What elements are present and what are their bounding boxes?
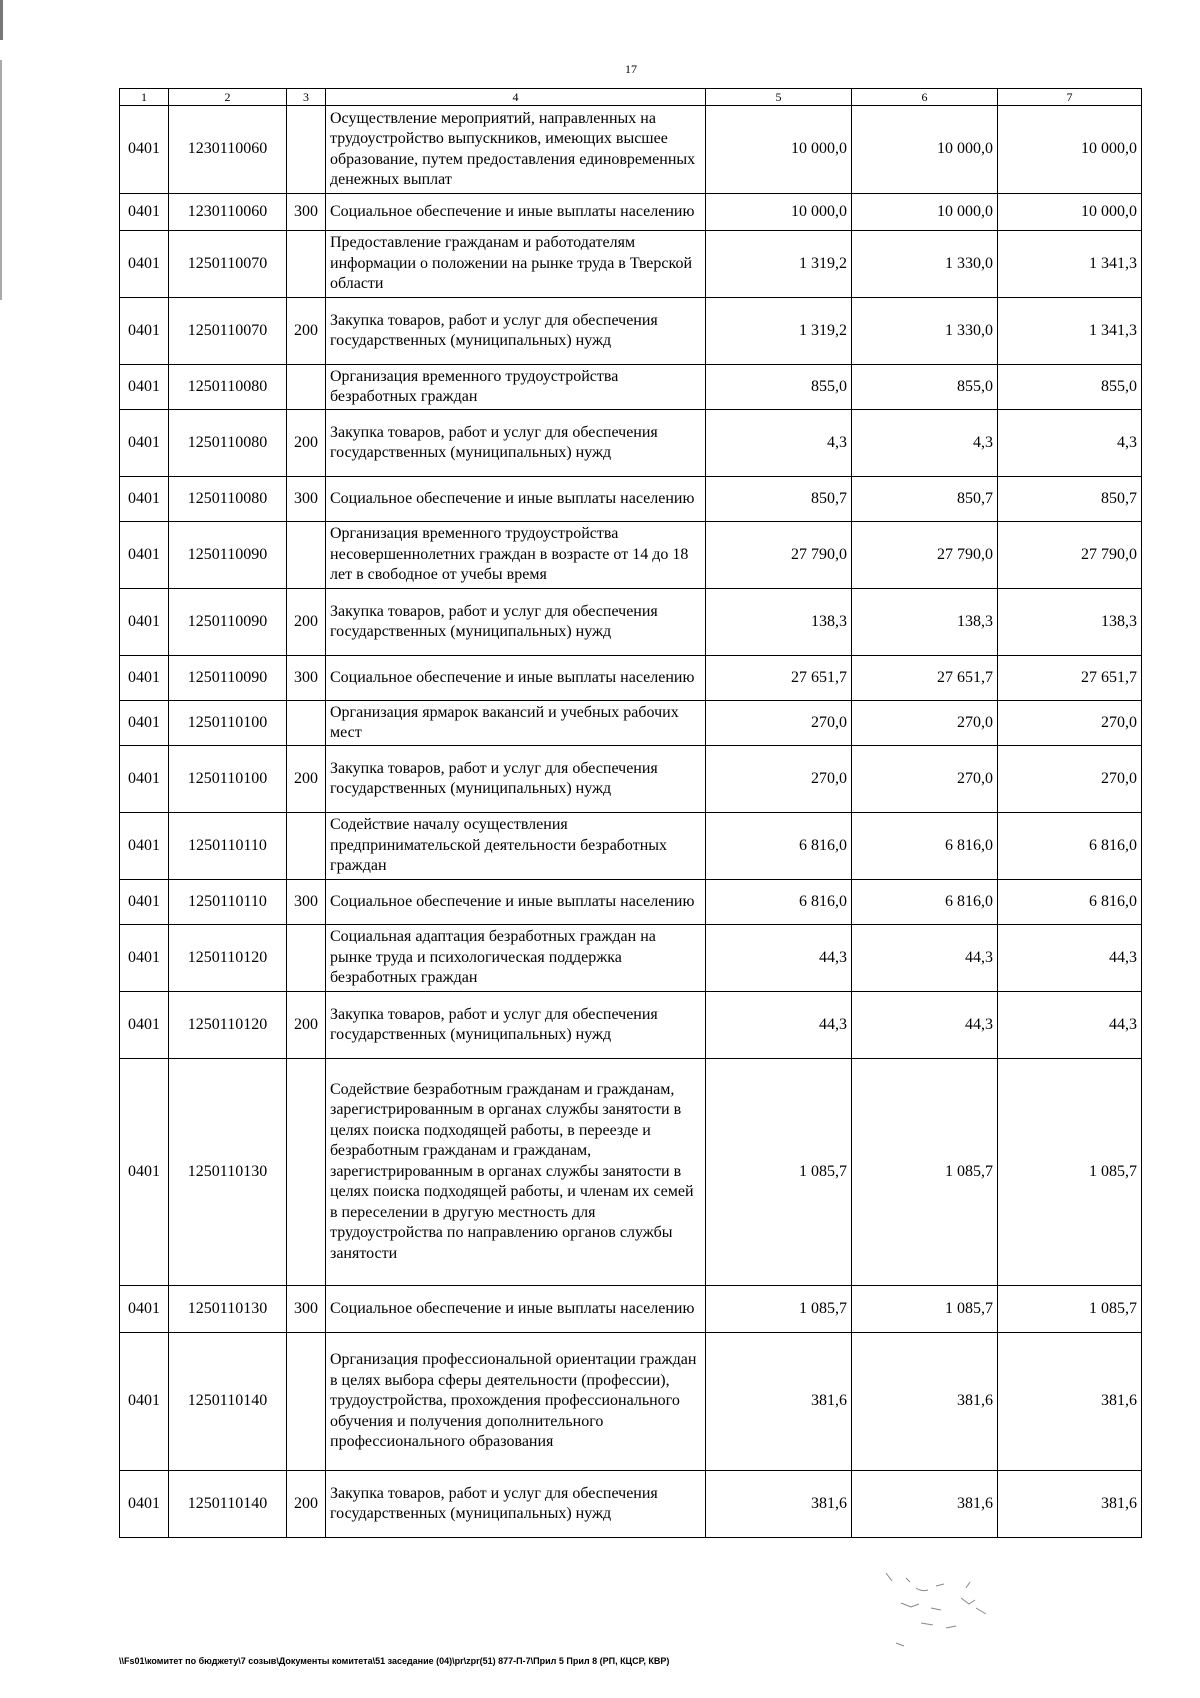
target-article-cell: 1250110080 <box>169 365 287 410</box>
expense-type-cell: 200 <box>287 992 326 1059</box>
amount-col6-cell: 27 790,0 <box>852 522 998 589</box>
item-name-cell: Закупка товаров, работ и услуг для обеспечения государственных (муниципальных) нужд <box>326 1471 706 1538</box>
target-article-cell: 1230110060 <box>169 106 287 194</box>
item-name-cell: Содействие безработным гражданам и гражданам, зарегистрированным в органах службы занятости в целях поиска подходящей работы, в переезде и безработным гражданам и гражданам, зарегистрированным в органах службы занятости в целях поиска подходящей работы, и членам их семей в переселении в другую местность для трудоустройства по направлению органов службы занятости <box>326 1059 706 1286</box>
target-article-cell: 1250110090 <box>169 589 287 656</box>
amount-col7-cell: 6 816,0 <box>998 813 1142 880</box>
amount-col5-cell: 10 000,0 <box>706 194 852 231</box>
pencil-scribble <box>876 1568 1096 1678</box>
item-name-cell: Организация временного трудоустройства безработных граждан <box>326 365 706 410</box>
amount-col5-cell: 44,3 <box>706 925 852 992</box>
expense-type-cell: 300 <box>287 477 326 522</box>
section-code-cell: 0401 <box>120 194 169 231</box>
header-cell: 4 <box>326 89 706 106</box>
header-cell: 5 <box>706 89 852 106</box>
amount-col7-cell: 1 341,3 <box>998 298 1142 365</box>
amount-col5-cell: 270,0 <box>706 746 852 813</box>
amount-col5-cell: 6 816,0 <box>706 880 852 925</box>
amount-col7-cell: 270,0 <box>998 746 1142 813</box>
scan-margin-mark <box>0 60 2 300</box>
amount-col6-cell: 10 000,0 <box>852 106 998 194</box>
item-name-cell: Закупка товаров, работ и услуг для обеспечения государственных (муниципальных) нужд <box>326 298 706 365</box>
amount-col6-cell: 381,6 <box>852 1471 998 1538</box>
scan-margin-mark <box>0 0 3 40</box>
table-row <box>120 231 1142 298</box>
amount-col5-cell: 1 085,7 <box>706 1286 852 1333</box>
table-row <box>120 522 1142 589</box>
expense-type-cell <box>287 813 326 880</box>
amount-col6-cell: 6 816,0 <box>852 813 998 880</box>
amount-col6-cell: 270,0 <box>852 746 998 813</box>
amount-col6-cell: 855,0 <box>852 365 998 410</box>
section-code-cell: 0401 <box>120 992 169 1059</box>
amount-col6-cell: 1 330,0 <box>852 231 998 298</box>
table-row <box>120 1333 1142 1471</box>
expense-type-cell: 200 <box>287 1471 326 1538</box>
amount-col6-cell: 1 085,7 <box>852 1059 998 1286</box>
item-name-cell: Предоставление гражданам и работодателям информации о положении на рынке труда в Тверской области <box>326 231 706 298</box>
target-article-cell: 1250110070 <box>169 231 287 298</box>
amount-col5-cell: 138,3 <box>706 589 852 656</box>
header-cell: 2 <box>169 89 287 106</box>
item-name-cell: Содействие началу осуществления предпринимательской деятельности безработных граждан <box>326 813 706 880</box>
table-row <box>120 589 1142 656</box>
section-code-cell: 0401 <box>120 410 169 477</box>
item-name-cell: Закупка товаров, работ и услуг для обеспечения государственных (муниципальных) нужд <box>326 589 706 656</box>
amount-col6-cell: 1 085,7 <box>852 1286 998 1333</box>
table-row <box>120 194 1142 231</box>
amount-col6-cell: 27 651,7 <box>852 656 998 701</box>
amount-col7-cell: 10 000,0 <box>998 106 1142 194</box>
expense-type-cell: 300 <box>287 194 326 231</box>
target-article-cell: 1250110140 <box>169 1471 287 1538</box>
target-article-cell: 1250110130 <box>169 1059 287 1286</box>
amount-col6-cell: 10 000,0 <box>852 194 998 231</box>
amount-col6-cell: 850,7 <box>852 477 998 522</box>
amount-col7-cell: 850,7 <box>998 477 1142 522</box>
expense-type-cell <box>287 231 326 298</box>
table-row <box>120 656 1142 701</box>
amount-col5-cell: 850,7 <box>706 477 852 522</box>
expense-type-cell <box>287 925 326 992</box>
expense-type-cell: 300 <box>287 1286 326 1333</box>
table-row <box>120 1286 1142 1333</box>
expense-type-cell: 300 <box>287 656 326 701</box>
target-article-cell: 1250110070 <box>169 298 287 365</box>
expense-type-cell <box>287 365 326 410</box>
amount-col6-cell: 381,6 <box>852 1333 998 1471</box>
target-article-cell: 1250110090 <box>169 656 287 701</box>
amount-col7-cell: 381,6 <box>998 1471 1142 1538</box>
amount-col7-cell: 855,0 <box>998 365 1142 410</box>
table-row <box>120 477 1142 522</box>
amount-col7-cell: 1 085,7 <box>998 1059 1142 1286</box>
table-row <box>120 298 1142 365</box>
target-article-cell: 1250110100 <box>169 701 287 746</box>
section-code-cell: 0401 <box>120 656 169 701</box>
item-name-cell: Социальное обеспечение и иные выплаты населению <box>326 880 706 925</box>
header-cell: 1 <box>120 89 169 106</box>
target-article-cell: 1250110120 <box>169 992 287 1059</box>
item-name-cell: Социальное обеспечение и иные выплаты населению <box>326 656 706 701</box>
section-code-cell: 0401 <box>120 298 169 365</box>
amount-col5-cell: 1 319,2 <box>706 298 852 365</box>
page-number: 17 <box>625 62 637 76</box>
expense-type-cell: 200 <box>287 746 326 813</box>
item-name-cell: Закупка товаров, работ и услуг для обеспечения государственных (муниципальных) нужд <box>326 746 706 813</box>
section-code-cell: 0401 <box>120 813 169 880</box>
table-row <box>120 365 1142 410</box>
budget-table <box>119 88 1142 1538</box>
amount-col7-cell: 44,3 <box>998 992 1142 1059</box>
target-article-cell: 1250110140 <box>169 1333 287 1471</box>
amount-col5-cell: 27 651,7 <box>706 656 852 701</box>
table-row <box>120 992 1142 1059</box>
section-code-cell: 0401 <box>120 522 169 589</box>
item-name-cell: Закупка товаров, работ и услуг для обеспечения государственных (муниципальных) нужд <box>326 410 706 477</box>
section-code-cell: 0401 <box>120 925 169 992</box>
amount-col5-cell: 4,3 <box>706 410 852 477</box>
amount-col5-cell: 855,0 <box>706 365 852 410</box>
header-row <box>120 89 1142 106</box>
amount-col5-cell: 10 000,0 <box>706 106 852 194</box>
amount-col5-cell: 1 319,2 <box>706 231 852 298</box>
section-code-cell: 0401 <box>120 880 169 925</box>
expense-type-cell <box>287 701 326 746</box>
section-code-cell: 0401 <box>120 701 169 746</box>
target-article-cell: 1250110120 <box>169 925 287 992</box>
amount-col6-cell: 44,3 <box>852 992 998 1059</box>
target-article-cell: 1250110100 <box>169 746 287 813</box>
expense-type-cell <box>287 522 326 589</box>
table-row <box>120 813 1142 880</box>
table-row <box>120 410 1142 477</box>
amount-col7-cell: 27 651,7 <box>998 656 1142 701</box>
amount-col5-cell: 381,6 <box>706 1333 852 1471</box>
section-code-cell: 0401 <box>120 365 169 410</box>
section-code-cell: 0401 <box>120 1471 169 1538</box>
table-row <box>120 880 1142 925</box>
amount-col6-cell: 44,3 <box>852 925 998 992</box>
amount-col6-cell: 270,0 <box>852 701 998 746</box>
amount-col5-cell: 1 085,7 <box>706 1059 852 1286</box>
item-name-cell: Организация профессиональной ориентации граждан в целях выбора сферы деятельности (профессии), трудоустройства, прохождения профессионального обучения и получения дополнительного профессионального образования <box>326 1333 706 1471</box>
amount-col7-cell: 4,3 <box>998 410 1142 477</box>
target-article-cell: 1250110090 <box>169 522 287 589</box>
amount-col7-cell: 138,3 <box>998 589 1142 656</box>
item-name-cell: Социальное обеспечение и иные выплаты населению <box>326 1286 706 1333</box>
amount-col5-cell: 27 790,0 <box>706 522 852 589</box>
expense-type-cell: 300 <box>287 880 326 925</box>
expense-type-cell <box>287 1059 326 1286</box>
table-row <box>120 701 1142 746</box>
amount-col7-cell: 10 000,0 <box>998 194 1142 231</box>
amount-col7-cell: 27 790,0 <box>998 522 1142 589</box>
section-code-cell: 0401 <box>120 746 169 813</box>
table-row <box>120 1059 1142 1286</box>
header-cell: 6 <box>852 89 998 106</box>
item-name-cell: Организация временного трудоустройства несовершеннолетних граждан в возрасте от 14 до 18 лет в свободное от учебы время <box>326 522 706 589</box>
target-article-cell: 1250110080 <box>169 410 287 477</box>
header-cell: 7 <box>998 89 1142 106</box>
amount-col7-cell: 270,0 <box>998 701 1142 746</box>
expense-type-cell <box>287 106 326 194</box>
section-code-cell: 0401 <box>120 1059 169 1286</box>
amount-col7-cell: 6 816,0 <box>998 880 1142 925</box>
target-article-cell: 1250110080 <box>169 477 287 522</box>
expense-type-cell: 200 <box>287 589 326 656</box>
amount-col7-cell: 381,6 <box>998 1333 1142 1471</box>
amount-col7-cell: 1 341,3 <box>998 231 1142 298</box>
target-article-cell: 1250110130 <box>169 1286 287 1333</box>
amount-col6-cell: 4,3 <box>852 410 998 477</box>
amount-col7-cell: 1 085,7 <box>998 1286 1142 1333</box>
item-name-cell: Осуществление мероприятий, направленных на трудоустройство выпускников, имеющих высшее образование, путем предоставления единовременных денежных выплат <box>326 106 706 194</box>
target-article-cell: 1230110060 <box>169 194 287 231</box>
table-row <box>120 925 1142 992</box>
target-article-cell: 1250110110 <box>169 813 287 880</box>
table-row <box>120 106 1142 194</box>
amount-col6-cell: 1 330,0 <box>852 298 998 365</box>
item-name-cell: Социальное обеспечение и иные выплаты населению <box>326 194 706 231</box>
amount-col6-cell: 138,3 <box>852 589 998 656</box>
item-name-cell: Организация ярмарок вакансий и учебных рабочих мест <box>326 701 706 746</box>
section-code-cell: 0401 <box>120 1286 169 1333</box>
amount-col7-cell: 44,3 <box>998 925 1142 992</box>
item-name-cell: Социальная адаптация безработных граждан на рынке труда и психологическая поддержка безработных граждан <box>326 925 706 992</box>
expense-type-cell: 200 <box>287 298 326 365</box>
amount-col6-cell: 6 816,0 <box>852 880 998 925</box>
amount-col5-cell: 6 816,0 <box>706 813 852 880</box>
table-body <box>120 106 1142 1538</box>
item-name-cell: Закупка товаров, работ и услуг для обеспечения государственных (муниципальных) нужд <box>326 992 706 1059</box>
amount-col5-cell: 381,6 <box>706 1471 852 1538</box>
section-code-cell: 0401 <box>120 589 169 656</box>
item-name-cell: Социальное обеспечение и иные выплаты населению <box>326 477 706 522</box>
section-code-cell: 0401 <box>120 106 169 194</box>
table-row <box>120 746 1142 813</box>
amount-col5-cell: 44,3 <box>706 992 852 1059</box>
expense-type-cell: 200 <box>287 410 326 477</box>
footer-file-path: \\Fs01\комитет по бюджету\7 созыв\Документы комитета\51 заседание (04)\pr\zpr(51) 877-П-7\Прил 5 Прил 8 (РП, КЦСР, КВР) <box>119 1656 670 1666</box>
target-article-cell: 1250110110 <box>169 880 287 925</box>
expense-type-cell <box>287 1333 326 1471</box>
section-code-cell: 0401 <box>120 1333 169 1471</box>
header-cell: 3 <box>287 89 326 106</box>
table-row <box>120 1471 1142 1538</box>
section-code-cell: 0401 <box>120 477 169 522</box>
section-code-cell: 0401 <box>120 231 169 298</box>
amount-col5-cell: 270,0 <box>706 701 852 746</box>
